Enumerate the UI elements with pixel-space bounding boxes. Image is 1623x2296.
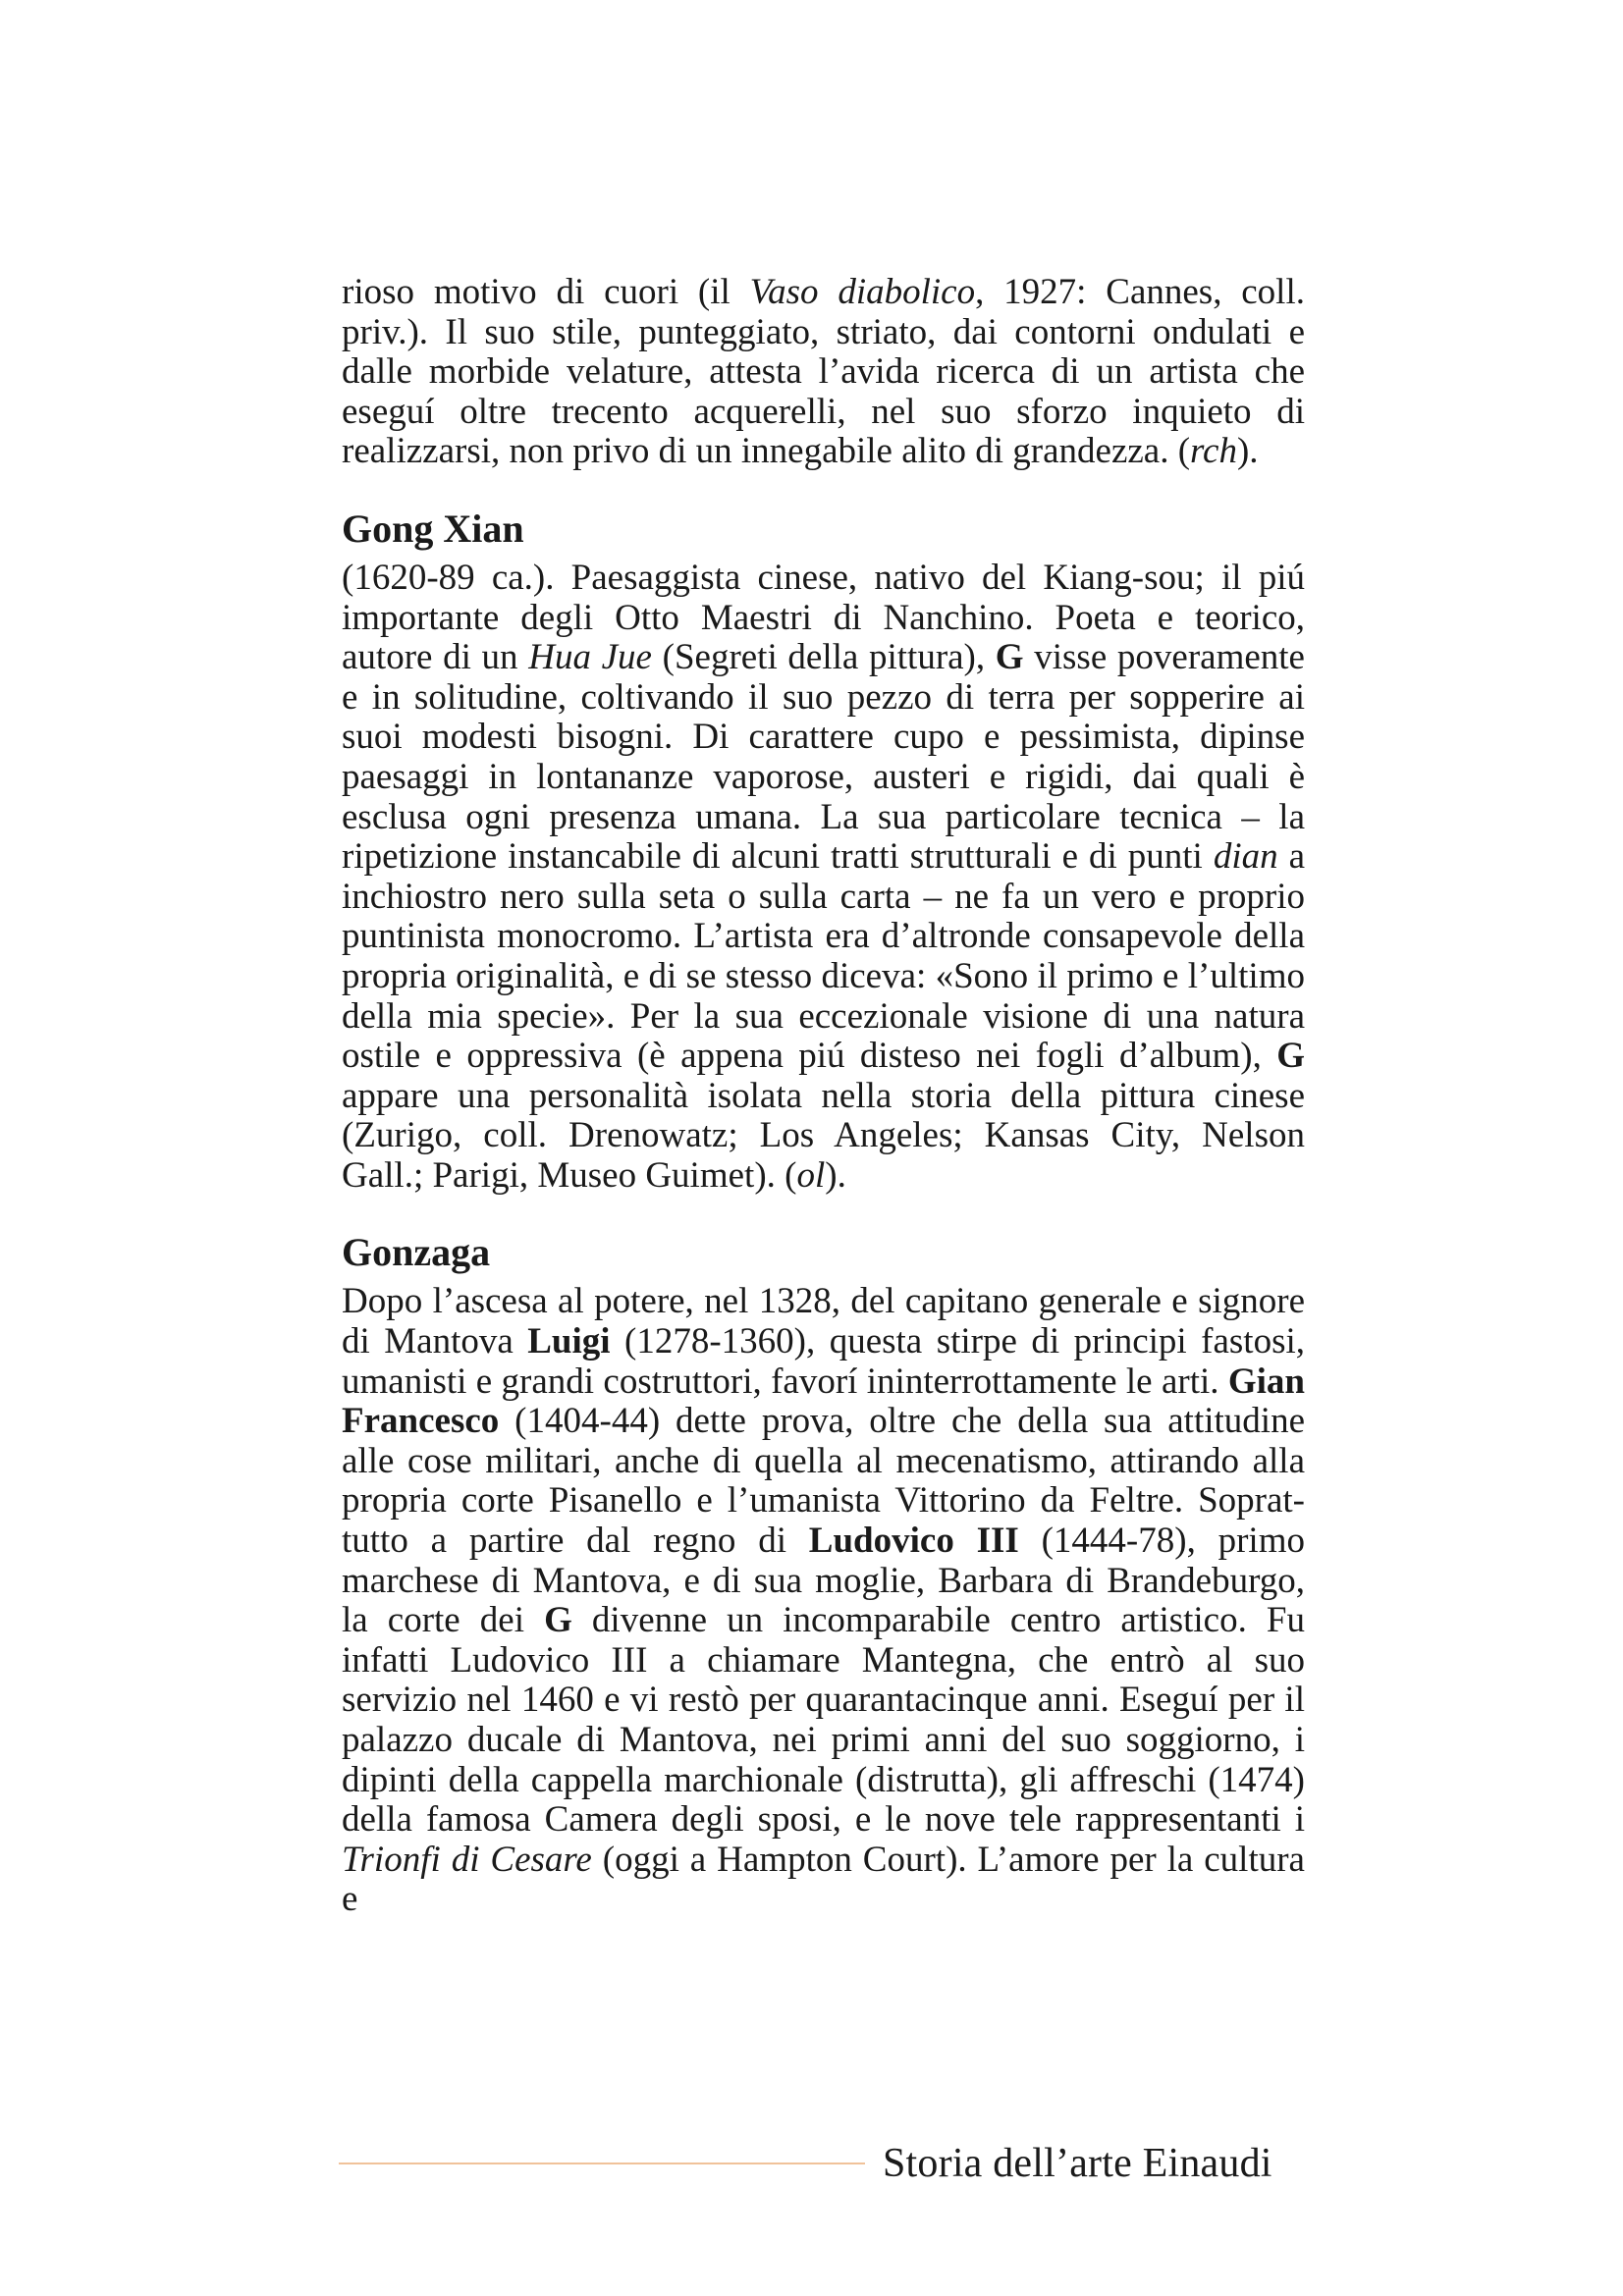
text-run: Dopo l’ascesa al potere, nel 1328, del capitano generale e signore di Mantova: [342, 1281, 1305, 1362]
text-run: (Segreti della pittura),: [651, 637, 996, 678]
intro-paragraph: [342, 273, 1305, 472]
text-run: , 1927: Cannes, coll. priv.). Il suo stile, punteggiato, striato, dai contorni ondulati e dalle morbide velature, attesta l’avida ricerca di un artista che eseguí oltre trecento acquerelli, nel suo sforzo inquieto di realizzarsi, non privo di un innegabile alito di grandezza. (: [342, 272, 1305, 472]
text-run: a inchiostro nero sulla seta o sulla carta – ne fa un vero e proprio puntinista monocromo. L’artista era d’altronde consapevole della propria originalità, e di se stesso diceva: «Sono il primo e l’ultimo della mia specie». Per la sua eccezionale visione di una natura ostile e oppressiva (è appena piú disteso nei fogli d’album),: [342, 836, 1305, 1077]
author-initials: rch: [1190, 431, 1237, 472]
person-name: Luigi: [527, 1321, 611, 1362]
person-name: Ludovico III: [808, 1521, 1019, 1562]
page-footer: [339, 2138, 1305, 2189]
text-run: ).: [1236, 431, 1259, 472]
artwork-title: Vaso diabolico: [749, 272, 976, 312]
text-run: (1620-89 ca.). Paesaggista cinese, nativo del Kiang-sou; il piú importante degli Otto Maestri di Nanchino. Poeta e teorico, autore di un: [342, 557, 1305, 678]
text-run: appare una personalità isolata nella storia della pittura cinese (Zurigo, coll. Drenowatz; Los Angeles; Kansas City, Nelson Gall.; Parigi, Museo Guimet). (: [342, 1075, 1305, 1196]
text-run: divenne un incomparabile centro artistico. Fu infatti Ludovico III a chiamare Mantegna, che entrò al suo servizio nel 1460 e vi restò per quarantacinque anni. Eseguí per il palazzo ducale di Mantova, nei primi anni del suo soggiorno, i dipinti della cappella marchionale (distrutta), gli affreschi (1474) della famosa Camera degli sposi, e le nove tele rappresentanti i: [342, 1600, 1305, 1841]
entry-heading-gonzaga: Gonzaga: [342, 1230, 491, 1275]
author-initials: ol: [796, 1154, 826, 1196]
footer-publication-title: Storia dell’arte Einaudi: [883, 2141, 1272, 2186]
entry-abbreviation: G: [995, 637, 1024, 678]
text-run: (1278-1360), questa stirpe di principi fastosi, umanisti e grandi costruttori, favorí ininterrottamente le arti.: [342, 1321, 1305, 1402]
text-run: (1444-78), primo marchese di Mantova, e di sua moglie, Barbara di Brandeburgo, la corte dei: [342, 1521, 1305, 1641]
entry-paragraph-gong-xian: [342, 559, 1305, 1197]
entry-paragraph-gonzaga: [342, 1282, 1305, 1920]
term: dian: [1213, 836, 1278, 878]
text-run: visse poveramente e in solitudine, coltivando il suo pezzo di terra per sopperire ai suoi modesti bisogni. Di carattere cupo e pessimista, dipinse paesaggi in lontananze vaporose, austeri e rigidi, dai quali è esclusa ogni presenza umana. La sua particolare tecnica – la ripetizione instancabile di alcuni tratti strutturali e di punti: [342, 637, 1305, 878]
footer-rule: [339, 2163, 865, 2164]
page-body: [342, 273, 1305, 1920]
text-run: ).: [825, 1154, 846, 1196]
text-run: rioso motivo di cuori (il: [342, 272, 750, 312]
artwork-title: Trionfi di Cesare: [342, 1839, 592, 1880]
work-title: Hua Jue: [528, 637, 652, 678]
text-run: (1404-44) dette prova, oltre che della sua attitudine alle cose militari, anche di quella al mecenatismo, attirando alla propria corte Pisanello e l’umanista Vittorino da Feltre. Soprattutto a partire dal regno di: [342, 1401, 1305, 1562]
entry-heading-gong-xian: Gong Xian: [342, 506, 524, 551]
entry-abbreviation: G: [1276, 1036, 1305, 1077]
person-name: Gian Francesco: [342, 1361, 1305, 1442]
entry-abbreviation: G: [544, 1600, 572, 1641]
text-run: (oggi a Hampton Court). L’amore per la cultura e: [342, 1839, 1305, 1920]
